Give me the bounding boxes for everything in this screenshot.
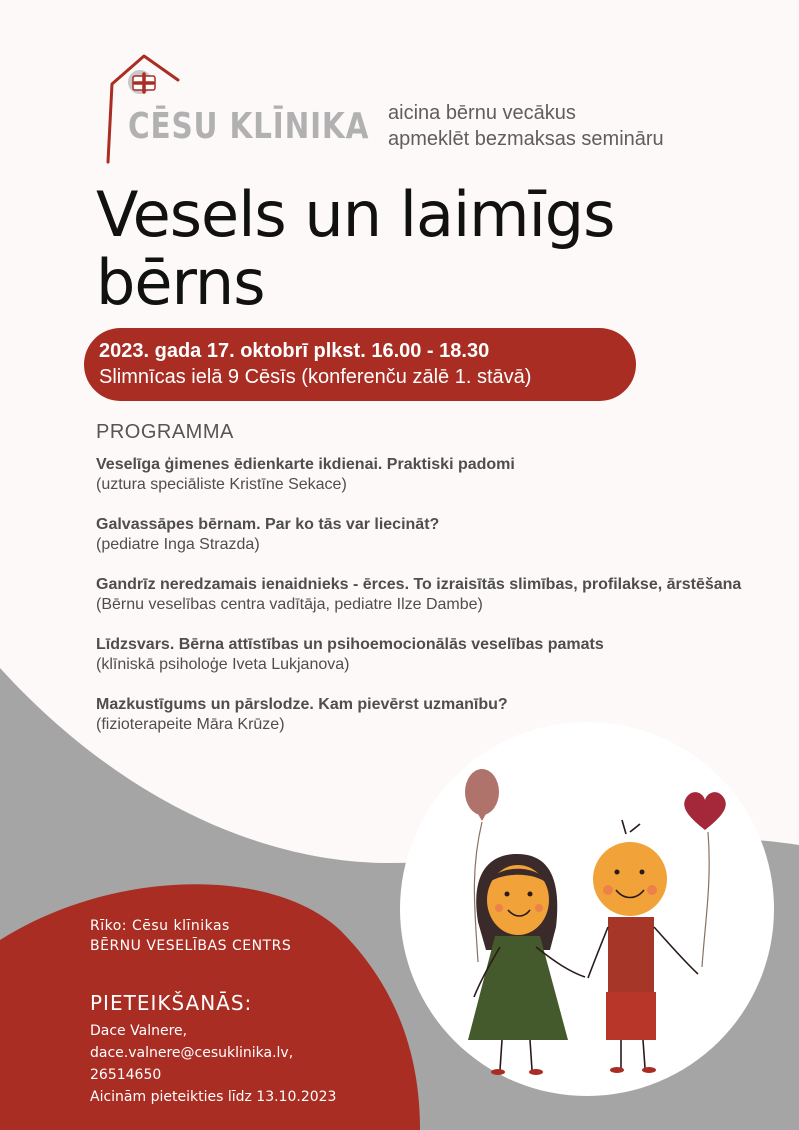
organizer-line: Rīko: Cēsu klīnikas xyxy=(90,918,230,934)
event-location: Slimnīcas ielā 9 Cēsīs (konferenču zālē 1. stāvā) xyxy=(99,366,532,388)
program-topic: Līdzsvars. Bērna attīstības un psihoemocionālās veselības pamats xyxy=(96,636,604,653)
program-topic: Gandrīz neredzamais ienaidnieks - ērces. To izraisītās slimības, profilakse, ārstēšana xyxy=(96,576,742,593)
program-item xyxy=(96,455,741,515)
contact-phone[interactable]: 26514650 xyxy=(90,1067,162,1083)
program-topic: Mazkustīgums un pārslodze. Kam pievērst uzmanību? xyxy=(96,696,508,713)
program-item xyxy=(96,635,741,695)
program-speaker: (fizioterapeite Māra Krūze) xyxy=(96,716,285,733)
registration-deadline: Aicinām pieteikties līdz 13.10.2023 xyxy=(90,1089,337,1105)
organizer xyxy=(90,916,291,956)
registration-contact xyxy=(90,1020,336,1108)
program-speaker: (klīniskā psiholoģe Iveta Lukjanova) xyxy=(96,656,350,673)
program-speaker: (Bērnu veselības centra vadītāja, pediatre Ilze Dambe) xyxy=(96,596,483,613)
tagline-line: aicina bērnu vecākus xyxy=(388,102,576,124)
program-list xyxy=(96,455,741,755)
contact-name: Dace Valnere, xyxy=(90,1023,188,1039)
title-line: Vesels un laimīgs xyxy=(96,178,615,251)
program-item xyxy=(96,575,741,635)
tagline xyxy=(388,100,664,152)
contact-email[interactable]: dace.valnere@cesuklinika.lv, xyxy=(90,1045,294,1061)
program-speaker: (pediatre Inga Strazda) xyxy=(96,536,260,553)
event-datetime: 2023. gada 17. oktobrī plkst. 16.00 - 18.30 xyxy=(99,340,490,362)
program-topic: Galvassāpes bērnam. Par ko tās var liecināt? xyxy=(96,516,440,533)
round-balloon-icon xyxy=(465,769,499,815)
program-heading: PROGRAMMA xyxy=(96,421,234,443)
title-line: bērns xyxy=(96,246,265,319)
program-item xyxy=(96,515,741,575)
program-speaker: (uztura speciāliste Kristīne Sekace) xyxy=(96,476,347,493)
registration-heading: PIETEIKŠANĀS: xyxy=(90,991,253,1015)
logo-wordmark: CĒSU KLĪNIKA xyxy=(128,106,370,147)
program-topic: Veselīga ģimenes ēdienkarte ikdienai. Praktiski padomi xyxy=(96,456,515,473)
organizer-line: BĒRNU VESELĪBAS CENTRS xyxy=(90,938,292,954)
event-info-pill xyxy=(84,328,636,401)
seminar-title xyxy=(96,178,615,319)
tagline-line: apmeklēt bezmaksas semināru xyxy=(388,128,664,150)
children-illustration xyxy=(400,722,774,1096)
